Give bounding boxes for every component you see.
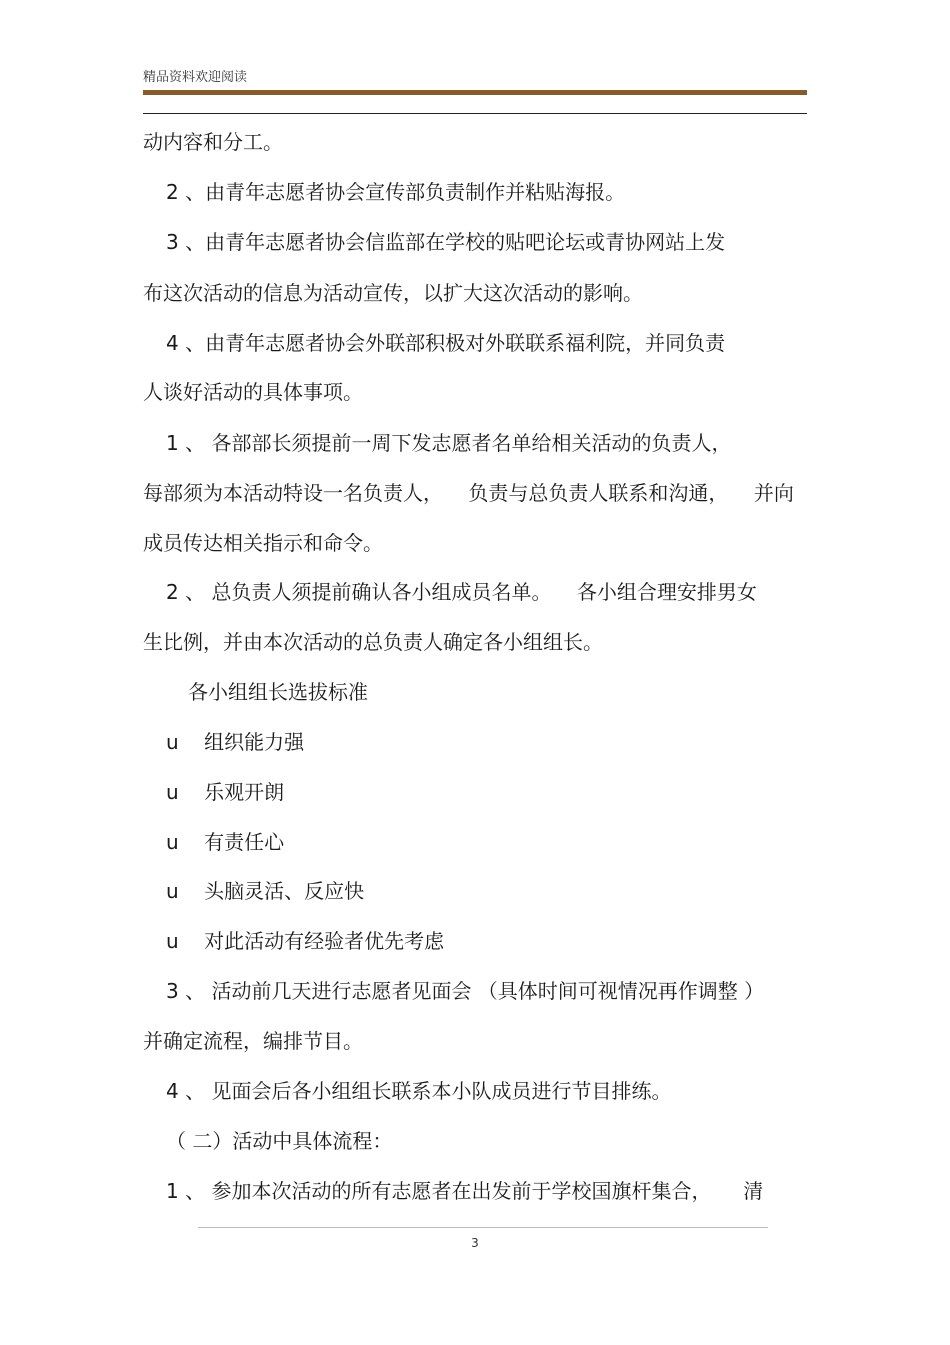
bullet-line: u 对此活动有经验者优先考虑 xyxy=(166,929,445,953)
body-line: 各小组组长选拔标准 xyxy=(188,680,368,704)
header-rule-thick xyxy=(143,90,807,95)
body-line: 成员传达相关指示和命令。 xyxy=(143,531,383,555)
body-line: 2 、由青年志愿者协会宣传部负责制作并粘贴海报。 xyxy=(166,180,626,204)
body-line: 动内容和分工。 xyxy=(143,130,283,154)
body-line: 人谈好活动的具体事项。 xyxy=(143,380,363,404)
body-line: 1 、 参加本次活动的所有志愿者在出发前于学校国旗杆集合， 清 xyxy=(166,1179,764,1203)
body-line: 3 、由青年志愿者协会信监部在学校的贴吧论坛或青协网站上发 xyxy=(166,230,726,254)
bullet-line: u 乐观开朗 xyxy=(166,780,285,804)
bullet-line: u 有责任心 xyxy=(166,830,285,854)
body-line: 生比例，并由本次活动的总负责人确定各小组组长。 xyxy=(143,630,603,654)
body-line: 4 、由青年志愿者协会外联部积极对外联联系福利院，并同负责 xyxy=(166,331,726,355)
header-text: 精品资料欢迎阅读 xyxy=(143,70,248,85)
page-number: 3 xyxy=(471,1236,479,1250)
body-line: 布这次活动的信息为活动宣传，以扩大这次活动的影响。 xyxy=(143,281,643,305)
bullet-line: u 组织能力强 xyxy=(166,730,305,754)
body-line: 3 、 活动前几天进行志愿者见面会 （具体时间可视情况再作调整 ） xyxy=(166,979,765,1003)
body-line: 4 、 见面会后各小组组长联系本小队成员进行节目排练。 xyxy=(166,1079,672,1103)
header-rule-thin xyxy=(143,113,807,114)
body-line: 并确定流程，编排节目。 xyxy=(143,1029,363,1053)
body-line: 2 、 总负责人须提前确认各小组成员名单。 各小组合理安排男女 xyxy=(166,580,757,604)
body-line: 每部须为本活动特设一名负责人， 负责与总负责人联系和沟通， 并向 xyxy=(143,481,794,505)
body-line: 1 、 各部部长须提前一周下发志愿者名单给相关活动的负责人， xyxy=(166,431,732,455)
section-heading: （ 二）活动中具体流程： xyxy=(166,1129,393,1153)
footer-rule xyxy=(198,1227,768,1228)
bullet-line: u 头脑灵活、反应快 xyxy=(166,879,365,903)
